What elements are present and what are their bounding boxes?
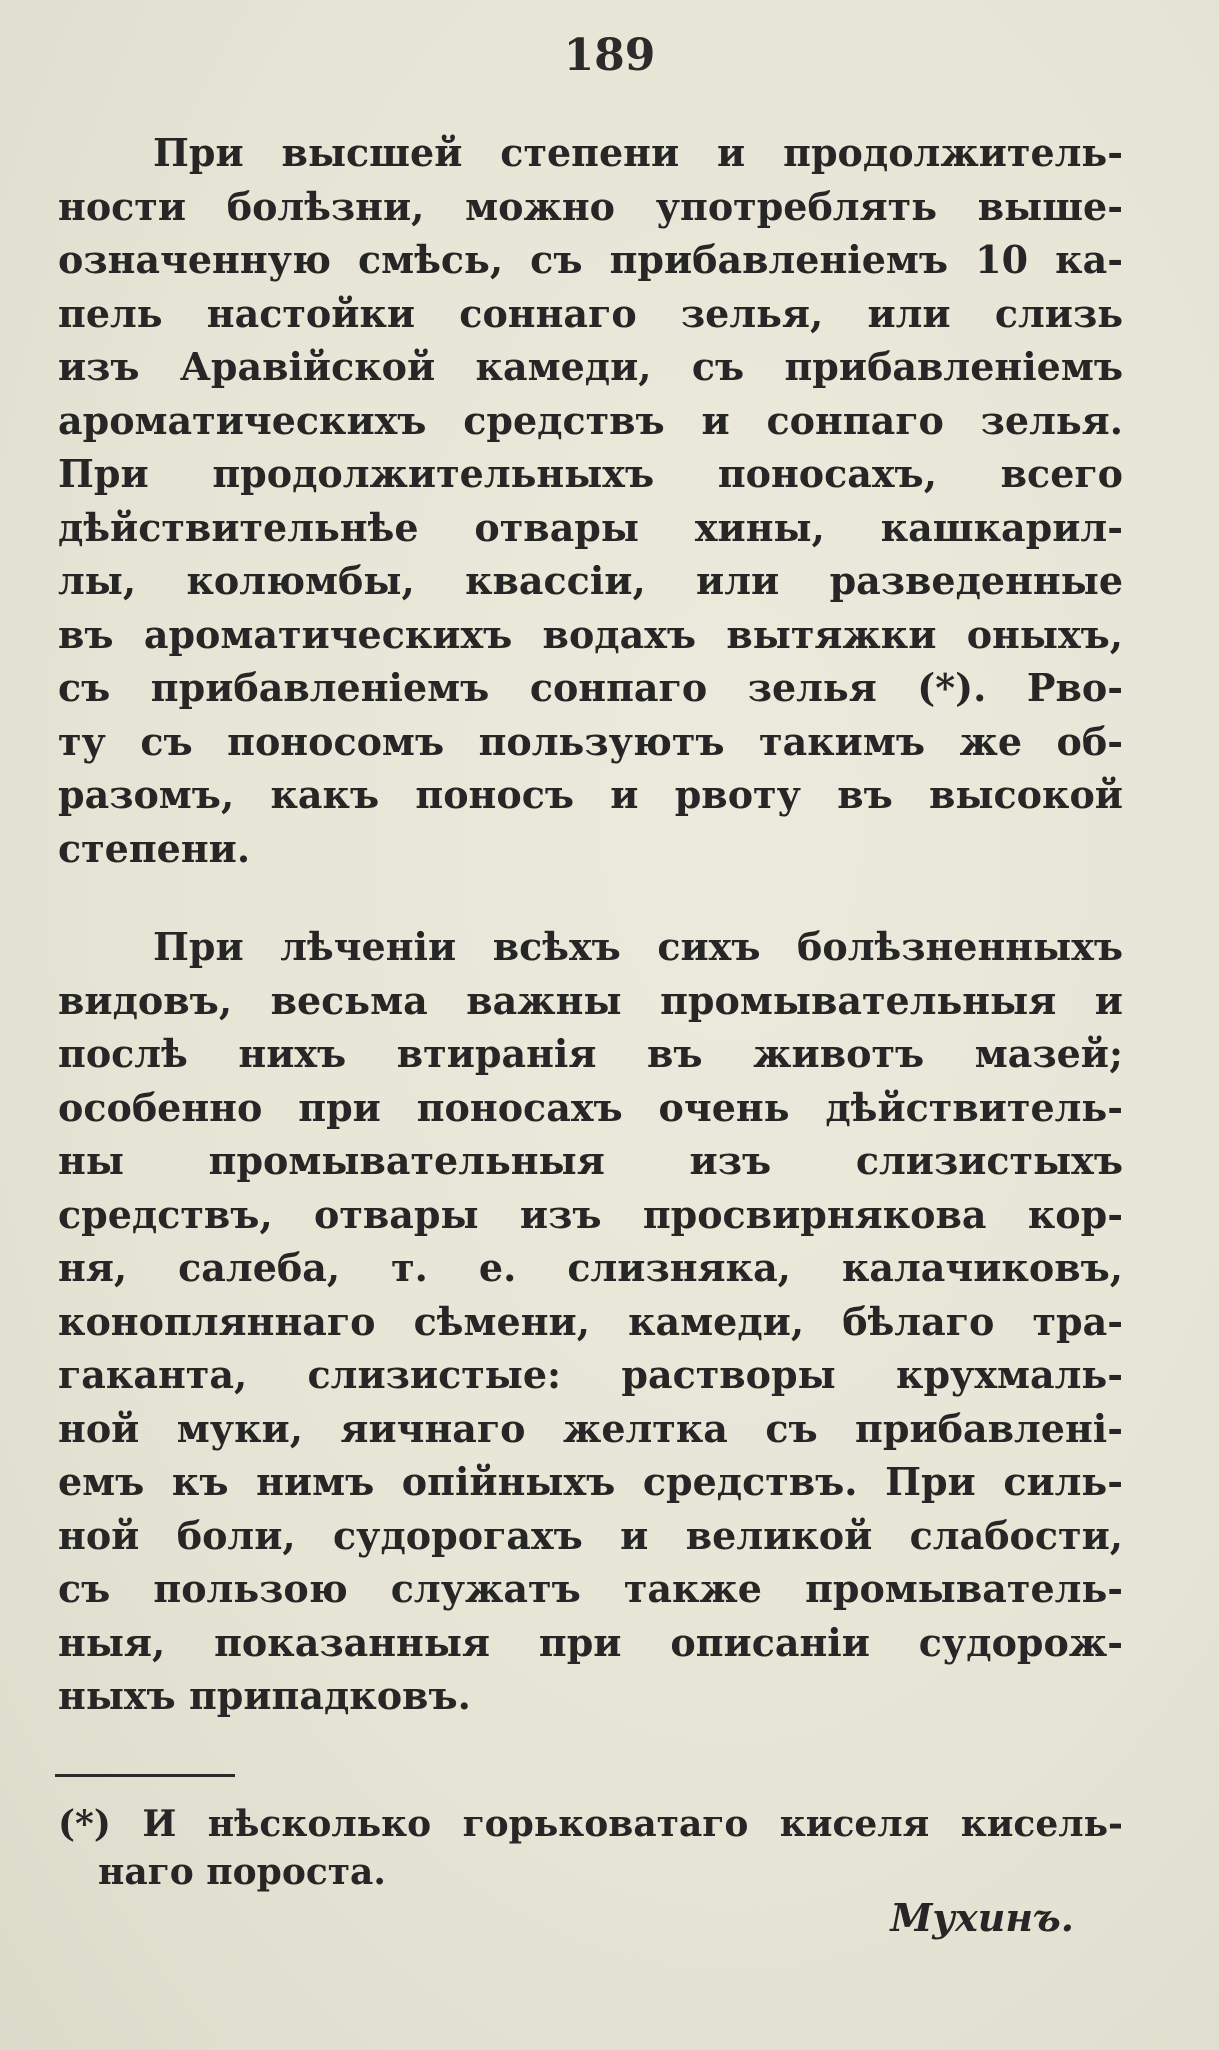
footnote [58, 1800, 1123, 1896]
text-line: ной муки, яичнаго желтка съ прибавлені- [58, 1405, 1123, 1451]
footnote-divider [55, 1774, 235, 1777]
text-line: При продолжительныхъ поносахъ, всего [58, 451, 1123, 496]
text-line: означенную смѣсь, съ прибавленіемъ 10 ка- [58, 237, 1123, 282]
paragraph-2 [58, 920, 1123, 1723]
text-line: емъ къ нимъ опійныхъ средствъ. При силь- [58, 1459, 1123, 1504]
text-line: ности болѣзни, можно употреблять выше- [58, 183, 1123, 229]
text-line: дѣйствительнѣе отвары хины, кашкарил- [58, 504, 1123, 550]
footnote-line: (*) И нѣсколько горьковатаго киселя кисель- [58, 1803, 1123, 1845]
text-line: съ прибавленіемъ сонпаго зелья (*). Рво- [58, 665, 1123, 710]
text-line: въ ароматическихъ водахъ вытяжки оныхъ, [58, 611, 1123, 657]
text-line: пель настойки соннаго зелья, или слизь [58, 290, 1123, 336]
text-line: видовъ, весьма важны промывательныя и [58, 977, 1123, 1023]
text-line: ароматическихъ средствъ и сонпаго зелья. [58, 397, 1123, 443]
text-line: средствъ, отвары изъ просвирнякова кор- [58, 1191, 1123, 1237]
text-line: При высшей степени и продолжитель- [153, 130, 1123, 175]
text-line: ня, салеба, т. е. слизняка, калачиковъ, [58, 1245, 1123, 1290]
text-line: ту съ поносомъ пользуютъ такимъ же об- [58, 718, 1123, 764]
text-line: ной боли, судорогахъ и великой слабости, [58, 1512, 1123, 1558]
page-number: 189 [563, 30, 656, 81]
text-line: ны промывательныя изъ слизистыхъ [58, 1138, 1123, 1183]
author-signature: Мухинъ. [890, 1895, 1074, 1940]
text-line: лы, колюмбы, квассіи, или разведенные [58, 558, 1123, 603]
text-line: степени. [58, 825, 251, 871]
footnote-line: наго пороста. [98, 1851, 386, 1893]
text-line: ныя, показанныя при описаніи судорож- [58, 1619, 1123, 1665]
text-line: конопляннаго сѣмени, камеди, бѣлаго тра- [58, 1298, 1123, 1344]
text-line: При лѣченіи всѣхъ сихъ болѣзненныхъ [153, 924, 1123, 969]
paragraph-1 [58, 126, 1123, 875]
text-line: гаканта, слизистые: растворы крухмаль- [58, 1352, 1123, 1397]
text-line: съ пользою служатъ также промыватель- [58, 1566, 1123, 1611]
text-line: послѣ нихъ втиранія въ животъ мазей; [58, 1031, 1123, 1076]
text-line: особенно при поносахъ очень дѣйствитель- [58, 1084, 1123, 1130]
text-line: изъ Аравійской камеди, съ прибавленіемъ [58, 344, 1123, 389]
text-line: разомъ, какъ поносъ и рвоту въ высокой [58, 772, 1123, 817]
text-line: ныхъ припадковъ. [58, 1673, 471, 1718]
